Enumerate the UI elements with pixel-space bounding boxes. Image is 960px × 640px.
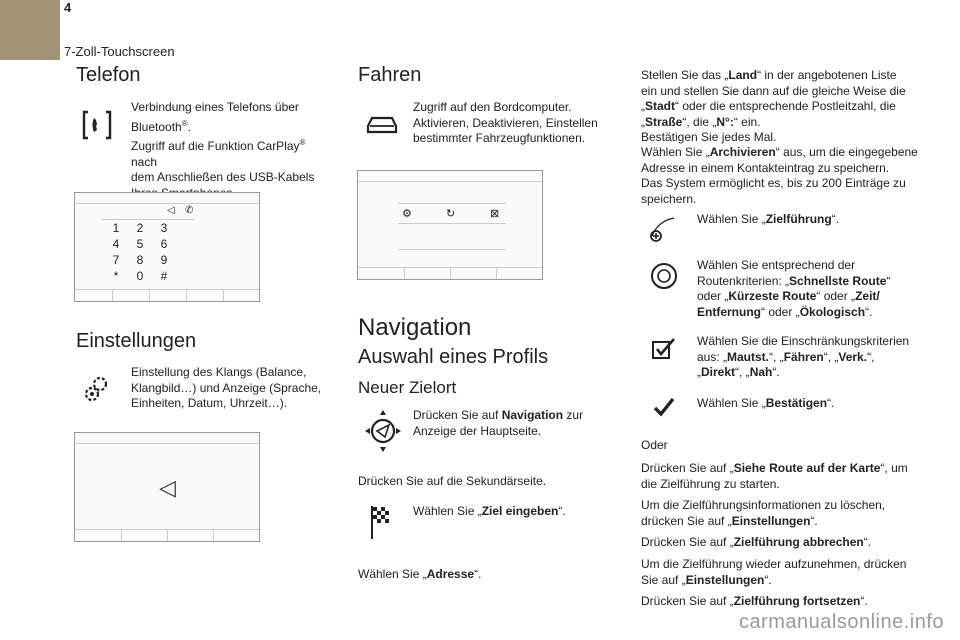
key-2[interactable]: 2 xyxy=(136,221,144,235)
confirm-check-icon xyxy=(652,396,676,418)
key-6[interactable]: 6 xyxy=(160,237,168,251)
key-hash[interactable]: # xyxy=(160,269,168,283)
telefon-screen xyxy=(74,192,260,302)
ziel-eingeben-text: Wählen Sie „Ziel eingeben“. xyxy=(413,504,566,518)
fortsetzen-text: Drücken Sie auf „Zielführung fortsetzen“. xyxy=(641,594,868,608)
page-number-tab xyxy=(0,0,72,60)
fahren-text: Zugriff auf den Bordcomputer. Aktivieren, Deaktivieren, Einstellen bestimmter Fahrzeugfunktionen. xyxy=(413,100,598,145)
key-7[interactable]: 7 xyxy=(112,253,120,267)
right-paragraph-1: Stellen Sie das „Land“ in der angebotenen Liste ein und stellen Sie dann auf die gleiche Weise die „Stadt“ oder die entsprechende Postleitzahl, die „Straße“, die „N°:“ ein. Bestätigen Sie jedes Mal. xyxy=(641,68,906,144)
key-9[interactable]: 9 xyxy=(160,253,168,267)
siehe-route-text: Drücken Sie auf „Siehe Route auf der Karte“, um die Zielführung zu starten. xyxy=(641,461,908,491)
refresh-icon[interactable]: ↻ xyxy=(446,208,456,220)
speaker-icon[interactable]: ◁ xyxy=(159,475,176,500)
handset-icon[interactable]: ✆ xyxy=(185,205,194,216)
section-title-fahren: Fahren xyxy=(358,64,422,86)
backspace-icon[interactable]: ◁ xyxy=(167,205,175,216)
key-8[interactable]: 8 xyxy=(136,253,144,267)
navigation-secondary-text: Drücken Sie auf die Sekundärseite. xyxy=(358,474,547,488)
navigation-compass-icon xyxy=(363,408,403,454)
right-paragraph-2: Wählen Sie „Archivieren“ aus, um die eingegebene Adresse in einem Kontakteintrag zu speichern. Das System ermöglicht es, bis zu 200 Einträge zu speichern. xyxy=(641,145,918,206)
telefon-text: Verbindung eines Telefons über Bluetooth®. Zugriff auf die Funktion CarPlay® nach dem Anschließen des USB-Kabels xyxy=(131,100,315,184)
restriction-criteria-text: Wählen Sie die Einschränkungskriterien aus: „Mautst.“, „Fähren“, „Verk.“, „Direkt“, „Nah“. xyxy=(697,334,910,379)
section-title-telefon: Telefon xyxy=(76,64,141,86)
resume-guidance-text: Um die Zielführung wieder aufzunehmen, drücken Sie auf „Einstellungen“. xyxy=(641,557,907,587)
key-0[interactable]: 0 xyxy=(136,269,144,283)
section-title-navigation: Navigation xyxy=(358,314,472,341)
delete-guidance-text: Um die Zielführungsinformationen zu löschen, drücken Sie auf „Einstellungen“. xyxy=(641,498,886,528)
car-icon xyxy=(364,112,400,136)
page-number: 4 xyxy=(64,0,72,15)
oder-text: Oder xyxy=(641,438,668,452)
settings-gears-icon xyxy=(82,374,112,404)
restriction-checkbox-icon xyxy=(650,336,678,362)
key-1[interactable]: 1 xyxy=(112,221,120,235)
key-star[interactable]: * xyxy=(113,269,119,283)
chapter-title: 7-Zoll-Touchscreen xyxy=(64,44,175,59)
watermark: carmanualsonline.info xyxy=(738,611,944,633)
section-title-einstellungen: Einstellungen xyxy=(76,330,197,352)
einstellungen-text: Einstellung des Klangs (Balance, Klangbild…) und Anzeige (Sprache, Einheiten, Datum, Uhrzeit…). xyxy=(131,365,322,410)
key-3[interactable]: 3 xyxy=(160,221,168,235)
vehicle-function-icon[interactable]: ⚙ xyxy=(402,208,412,220)
abbrechen-text: Drücken Sie auf „Zielführung abbrechen“. xyxy=(641,535,872,549)
route-criteria-text: Wählen Sie entsprechend der Routenkriterien: „Schnellste Route“ oder „Kürzeste Route“ oder „Zeit/ Entfernung“ oder „Ökologisch“. xyxy=(697,258,891,319)
route-guidance-icon xyxy=(646,214,676,244)
navigation-subtitle: Auswahl eines Profils xyxy=(358,346,549,368)
einstellungen-screen xyxy=(74,432,260,542)
seat-icon[interactable]: ⊠ xyxy=(490,208,500,220)
adresse-text: Wählen Sie „Adresse“. xyxy=(358,567,482,581)
navigation-step1: Drücken Sie auf Navigation zur Anzeige der Hauptseite. xyxy=(413,408,584,438)
key-4[interactable]: 4 xyxy=(112,237,120,251)
checkered-flag-icon xyxy=(368,504,394,540)
route-criteria-icon xyxy=(648,260,680,292)
navigation-subsubtitle: Neuer Zielort xyxy=(358,378,457,397)
fahren-screen xyxy=(357,170,543,280)
zielfuehrung-text: Wählen Sie „Zielführung“. xyxy=(697,212,840,226)
bestaetigen-text: Wählen Sie „Bestätigen“. xyxy=(697,396,835,410)
key-5[interactable]: 5 xyxy=(136,237,144,251)
phone-icon xyxy=(82,108,112,142)
